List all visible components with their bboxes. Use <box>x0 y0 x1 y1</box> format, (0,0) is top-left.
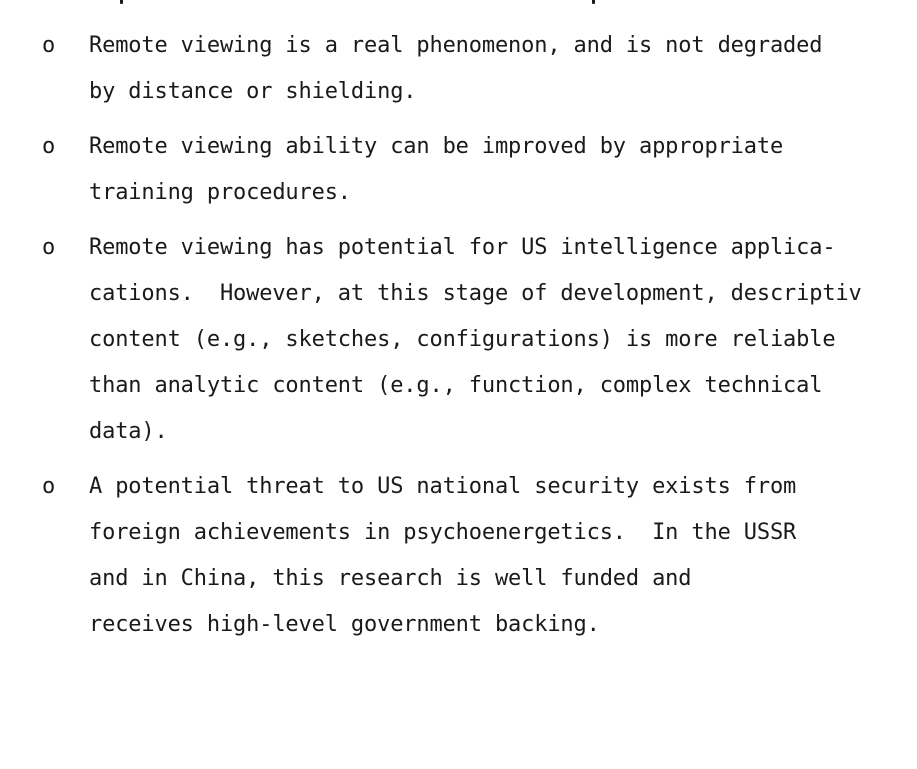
bullet-marker: o <box>42 474 56 499</box>
text-line: foreign achievements in psychoenergetics. In the USSR <box>89 520 797 545</box>
text-line: by distance or shielding. <box>89 79 417 104</box>
bullet-marker: o <box>42 235 56 260</box>
bullet-marker: o <box>42 33 56 58</box>
text-line: Remote viewing has potential for US intelligence applica- <box>89 235 836 260</box>
cropped-glyph-fragment <box>120 0 123 4</box>
conclusions-list <box>0 23 917 657</box>
list-item <box>0 23 917 115</box>
text-line: A potential threat to US national security exists from <box>89 474 797 499</box>
text-line: cations. However, at this stage of development, descriptiv <box>89 281 862 306</box>
list-item <box>0 124 917 216</box>
bullet-marker: o <box>42 134 56 159</box>
cropped-glyph-fragment <box>592 0 595 4</box>
list-item <box>0 464 917 648</box>
text-line: training procedures. <box>89 180 351 205</box>
text-line: content (e.g., sketches, configurations) is more reliable <box>89 327 836 352</box>
cropped-text-fragment <box>0 0 917 8</box>
text-line: than analytic content (e.g., function, complex technical <box>89 373 823 398</box>
text-line: Remote viewing is a real phenomenon, and is not degraded <box>89 33 823 58</box>
list-item <box>0 225 917 455</box>
text-line: and in China, this research is well funded and <box>89 566 692 591</box>
text-line: data). <box>89 419 168 444</box>
text-line: Remote viewing ability can be improved by appropriate <box>89 134 784 159</box>
text-line: receives high-level government backing. <box>89 612 600 637</box>
